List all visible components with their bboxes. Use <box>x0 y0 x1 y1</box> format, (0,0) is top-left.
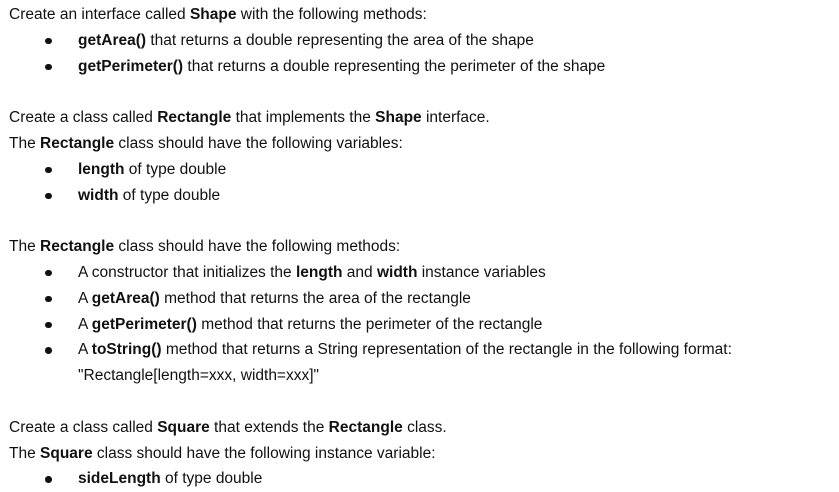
bold-term: Rectangle <box>157 109 232 127</box>
paragraph-line <box>9 2 839 28</box>
bold-term: getArea() <box>78 31 147 49</box>
bold-term: length <box>78 160 125 178</box>
text-run: class should have the following instance variable: <box>92 444 436 462</box>
text-run: that implements the <box>231 109 376 127</box>
text-run: Create a class called <box>9 418 158 436</box>
text-run: of type double <box>160 470 263 488</box>
text-run: of type double <box>118 186 221 204</box>
bold-term: Rectangle <box>328 418 403 436</box>
paragraph-line <box>9 441 839 467</box>
bullet-item <box>9 337 839 363</box>
paragraph-line <box>9 234 839 260</box>
text-run: Create a class called <box>9 109 158 127</box>
text-run: class should have the following variables: <box>114 134 403 152</box>
text-run: method that returns the area of the rectangle <box>159 289 471 307</box>
bold-term: getPerimeter() <box>91 315 197 333</box>
bullet-item <box>9 28 839 54</box>
bold-term: sideLength <box>78 470 161 488</box>
blank-line <box>9 389 839 415</box>
bold-term: Shape <box>375 109 422 127</box>
paragraph-line <box>9 131 839 157</box>
bullet-item <box>9 157 839 183</box>
text-run: class. <box>402 418 447 436</box>
text-run: A <box>78 289 92 307</box>
text-run: of type double <box>124 160 227 178</box>
bullet-continuation <box>9 363 839 389</box>
bullet-item <box>9 183 839 209</box>
text-run: that returns a double representing the area of the shape <box>146 31 534 49</box>
bold-term: getPerimeter() <box>78 57 184 75</box>
text-run: A <box>78 341 92 359</box>
bullet-item <box>9 466 839 492</box>
bullet-item <box>9 286 839 312</box>
blank-line <box>9 79 839 105</box>
text-run: interface. <box>421 109 490 127</box>
text-run: instance variables <box>417 263 546 281</box>
bullet-item <box>9 312 839 338</box>
bullet-item <box>9 260 839 286</box>
text-run: The <box>9 134 41 152</box>
bold-term: Rectangle <box>40 134 115 152</box>
text-run: A <box>78 315 92 333</box>
bold-term: getArea() <box>91 289 160 307</box>
bold-term: Square <box>40 444 93 462</box>
paragraph-line <box>9 105 839 131</box>
text-run: The <box>9 238 41 256</box>
text-run: class should have the following methods: <box>114 238 401 256</box>
text-run: "Rectangle[length=xxx, width=xxx]" <box>78 367 320 385</box>
text-run: method that returns the perimeter of the rectangle <box>196 315 543 333</box>
text-run: Create an interface called <box>9 6 190 23</box>
bullet-item <box>9 54 839 80</box>
text-run: The <box>9 444 41 462</box>
text-run: A constructor that initializes the <box>78 263 296 281</box>
text-run: that extends the <box>209 418 329 436</box>
bold-term: Rectangle <box>40 238 115 256</box>
text-run: with the following methods: <box>236 6 427 23</box>
text-run: that returns a double representing the perimeter of the shape <box>183 57 606 75</box>
text-run: and <box>342 263 377 281</box>
bold-term: toString() <box>91 341 162 359</box>
bold-term: width <box>376 263 418 281</box>
text-run: method that returns a String representation of the rectangle in the following format: <box>161 341 732 359</box>
paragraph-line <box>9 415 839 441</box>
bold-term: Square <box>157 418 210 436</box>
bold-term: length <box>295 263 343 281</box>
bold-term: width <box>78 186 119 204</box>
bold-term: Shape <box>189 6 237 23</box>
blank-line <box>9 208 839 234</box>
